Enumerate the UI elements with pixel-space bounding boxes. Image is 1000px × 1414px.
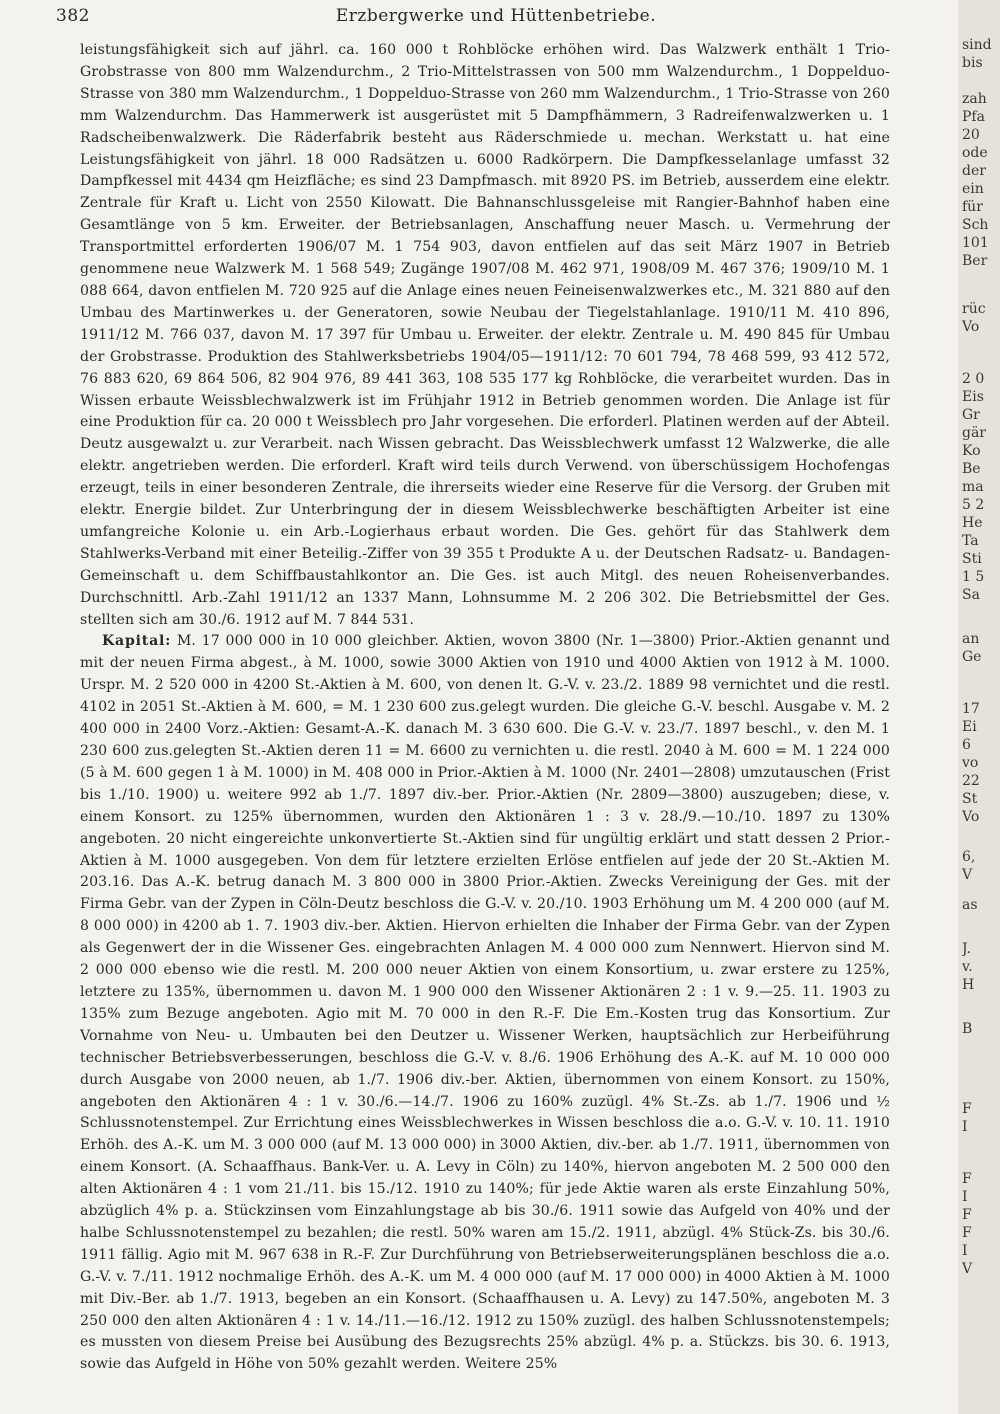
- adjacent-page-line: Ge: [962, 649, 982, 665]
- adjacent-page-line: Eis: [962, 389, 984, 405]
- adjacent-page-line: ma: [962, 479, 984, 495]
- body-text: [80, 40, 890, 1376]
- adjacent-page-line: F: [962, 1101, 972, 1117]
- adjacent-page-line: I: [962, 1243, 968, 1259]
- adjacent-page-line: 6,: [962, 849, 976, 865]
- paragraph-works-description: [80, 40, 890, 631]
- adjacent-page-line: Ko: [962, 443, 981, 459]
- adjacent-page-line: 101: [962, 235, 989, 251]
- adjacent-page-line: für: [962, 199, 983, 215]
- page-number: 382: [56, 6, 90, 26]
- adjacent-page-line: ode: [962, 145, 988, 161]
- adjacent-page-line: 22: [962, 773, 980, 789]
- adjacent-page-line: bis: [962, 55, 983, 71]
- adjacent-page-line: as: [962, 897, 978, 913]
- adjacent-page-line: rüc: [962, 301, 986, 317]
- adjacent-page-line: Ta: [962, 533, 979, 549]
- adjacent-page-line: Gr: [962, 407, 980, 423]
- adjacent-page-line: 2 0: [962, 371, 985, 387]
- adjacent-page-line: Vo: [962, 809, 980, 825]
- adjacent-page-line: ein: [962, 181, 984, 197]
- running-head: [56, 6, 936, 28]
- adjacent-page-line: F: [962, 1207, 972, 1223]
- adjacent-page-line: Ei: [962, 719, 977, 735]
- adjacent-page-line: sind: [962, 37, 992, 53]
- adjacent-page-line: 1 5: [962, 569, 985, 585]
- adjacent-page-line: 17: [962, 701, 980, 717]
- adjacent-page-line: I: [962, 1189, 968, 1205]
- adjacent-page-line: He: [962, 515, 983, 531]
- adjacent-page-line: F: [962, 1171, 972, 1187]
- adjacent-page-line: Vo: [962, 319, 980, 335]
- adjacent-page-line: Be: [962, 461, 981, 477]
- paragraph-capital: [80, 631, 890, 1376]
- adjacent-page-line: I: [962, 1119, 968, 1135]
- adjacent-page-line: vo: [962, 755, 979, 771]
- adjacent-page-line: V: [962, 1261, 973, 1277]
- adjacent-page-line: 20: [962, 127, 980, 143]
- adjacent-page-line: V: [962, 867, 973, 883]
- adjacent-page-line: v.: [962, 959, 973, 975]
- adjacent-page-line: Ber: [962, 253, 988, 269]
- adjacent-page-line: der: [962, 163, 986, 179]
- adjacent-page-line: St: [962, 791, 978, 807]
- adjacent-page-line: Sa: [962, 587, 980, 603]
- adjacent-page-line: Pfa: [962, 109, 985, 125]
- adjacent-page-line: an: [962, 631, 980, 647]
- paragraph-text: leistungsfähigkeit sich auf jährl. ca. 160 000 t Rohblöcke erhöhen wird. Das Walzwerk enthält 1 Trio-Grobstrasse von 800 mm Walzendurchm., 2 Trio-Mittelstrassen von 500 mm Walzendurchm., 1 Doppelduo-Strasse von 380 mm Walzendurchm., 1 Doppelduo-Strasse von 260 mm Walzendurchm., 1 Trio-Strasse von 260 mm Walzendurchm. Das Hammerwerk ist ausgerüstet mit 5 Dampfhämmern, 3 Radreifenwalzwerken u. 1 Radscheibenwalzwerk. Die Räderfabrik besteht aus Räderschmiede u. mechan. Werkstatt u. hat eine Leistungsfähigkeit von jährl. 18 000 Radsätzen u. 6000 Radkörpern. Die Dampfkesselanlage umfasst 32 Dampfkessel mit 4434 qm Heizfläche; es sind 23 Dampfmasch. mit 8920 PS. im Betrieb, ausserdem eine elektr. Zentrale für Kraft u. Licht von 2550 Kilowatt. Die Bahnanschlussgeleise mit Rangier-Bahnhof haben eine Gesamtlänge von 5 km. Erweiter. der Betriebsanlagen, Anschaffung neuer Masch. u. Vermehrung der Transportmittel erforderten 1906/07 M. 1 754 903, davon entfielen auf das seit März 1907 in Betrieb genommene neue Walzwerk M. 1 568 549; Zugänge 1907/08 M. 462 971, 1908/09 M. 467 376; 1909/10 M. 1 088 664, davon entfielen M. 720 925 auf die Anlage eines neuen Feineisenwalzwerkes etc., M. 321 880 auf den Umbau des Martinwerkes u. der Generatoren, sowie Neubau der Tiegelstahlanlage. 1910/11 M. 410 896, 1911/12 M. 766 037, davon M. 17 397 für Umbau u. Erweiter. der elektr. Zentrale u. M. 490 845 für Umbau der Grobstrasse. Produktion des Stahlwerksbetriebs 1904/05—1911/12: 70 601 794, 78 468 599, 93 412 572, 76 883 620, 69 864 506, 82 904 976, 89 441 363, 108 535 177 kg Rohblöcke, die verarbeitet wurden. Das in Wissen erbaute Weissblechwalzwerk ist im Frühjahr 1912 in Betrieb genommen worden. Die Anlage ist für eine Produktion für ca. 20 000 t Weissblech pro Jahr vorgesehen. Die erforderl. Platinen werden auf der Abteil. Deutz ausgewalzt u. zur Verarbeit. nach Wissen gebracht. Das Weissblechwerk umfasst 12 Walzwerke, die alle elektr. angetrieben werden. Die erforderl. Kraft wird teils durch Verwend. von überschüssigem Hochofengas erzeugt, teils in einer besonderen Zentrale, die ihrerseits wieder eine Reserve für die Versorg. der Gruben mit elektr. Energie bildet. Zur Unterbringung der in diesem Weissblechwerke beschäftigten Arbeiter ist eine umfangreiche Kolonie u. ein Arb.-Logierhaus erbaut worden. Die Ges. gehört für das Stahlwerk dem Stahlwerks-Verband mit einer Beteilig.-Ziffer von 39 355 t Produkte A u. der Deutschen Radsatz- u. Bandagen-Gemeinschaft u. dem Schiffbaustahlkontor an. Die Ges. ist auch Mitgl. des neuen Roheisenverbandes. Durchschnittl. Arb.-Zahl 1911/12 an 1337 Mann, Lohnsumme M. 2 206 302. Die Betriebsmittel der Ges. stellten sich am 30./6. 1912 auf M. 7 844 531.: [80, 42, 890, 628]
- adjacent-page-line: B: [962, 1021, 973, 1037]
- adjacent-page-line: Sti: [962, 551, 982, 567]
- adjacent-page-line: zah: [962, 91, 987, 107]
- adjacent-page-line: Sch: [962, 217, 989, 233]
- paragraph-text: M. 17 000 000 in 10 000 gleichber. Aktien, wovon 3800 (Nr. 1—3800) Prior.-Aktien genannt und mit der neuen Firma abgest., à M. 1000, sowie 3000 Aktien von 1910 und 4000 Aktien von 1912 à M. 1000. Urspr. M. 2 520 000 in 4200 St.-Aktien à M. 600, von denen lt. G.-V. v. 23./2. 1889 98 vernichtet und die restl. 4102 in 2051 St.-Aktien à M. 600, = M. 1 230 600 zus.gelegt wurden. Die gleiche G.-V. beschl. Ausgabe v. M. 2 400 000 in 2400 Vorz.-Aktien: Gesamt-A.-K. danach M. 3 630 600. Die G.-V. v. 23./7. 1897 beschl., v. den M. 1 230 600 zus.gelegten St.-Aktien deren 11 = M. 6600 zu vernichten u. die restl. 2040 à M. 600 = M. 1 224 000 (5 à M. 600 gegen 1 à M. 1000) in M. 408 000 in Prior.-Aktien à M. 1000 (Nr. 2401—2808) umzutauschen (Frist bis 1./10. 1900) u. weitere 992 ab 1./7. 1897 div.-ber. Prior.-Aktien (Nr. 2809—3800) auszugeben; diese, v. einem Konsort. zu 125% übernommen, wurden den Aktionären 1 : 3 v. 28./9.—10./10. 1897 zu 130% angeboten. 20 nicht eingereichte unkonvertierte St.-Aktien sind für ungültig erklärt und statt dessen 2 Prior.-Aktien à M. 1000 ausgegeben. Von dem für letztere erzielten Erlöse entfielen auf jede der 20 St.-Aktien M. 203.16. Das A.-K. betrug danach M. 3 800 000 in 3800 Prior.-Aktien. Zwecks Vereinigung der Ges. mit der Firma Gebr. van der Zypen in Cöln-Deutz beschloss die G.-V. v. 20./10. 1903 Erhöhung um M. 4 200 000 (auf M. 8 000 000) in 4200 ab 1. 7. 1903 div.-ber. Aktien. Hiervon erhielten die Inhaber der Firma Gebr. van der Zypen als Gegenwert der in die Wissener Ges. eingebrachten Anlagen M. 4 000 000 zum Nennwert. Hiervon sind M. 2 000 000 ebenso wie die restl. M. 200 000 neuer Aktien von einem Konsortium, u. zwar erstere zu 125%, letztere zu 135%, übernommen u. davon M. 1 900 000 den Wissener Aktionären 2 : 1 v. 9.—25. 11. 1903 zu 135% zum Bezuge angeboten. Agio mit M. 70 000 in den R.-F. Die Em.-Kosten trug das Konsortium. Zur Vornahme von Neu- u. Umbauten bei den Deutzer u. Wissener Werken, hauptsächlich zur Herbeiführung technischer Betriebsverbesserungen, beschloss die G.-V. v. 8./6. 1906 Erhöhung des A.-K. auf M. 10 000 000 durch Ausgabe von 2000 neuen, ab 1./7. 1906 div.-ber. Aktien, übernommen von einem Konsort. zu 150%, angeboten den Aktionären 4 : 1 v. 30./6.—14./7. 1906 zu 160% zuzügl. 4% St.-Zs. ab 1./7. 1906 und ½ Schlussnotenstempel. Zur Errichtung eines Weissblechwerkes in Wissen beschloss die a.o. G.-V. v. 10. 11. 1910 Erhöh. des A.-K. um M. 3 000 000 (auf M. 13 000 000) in 3000 Aktien, div.-ber. ab 1./7. 1911, übernommen von einem Konsort. (A. Schaaffhaus. Bank-Ver. u. A. Levy in Cöln) zu 140%, hiervon angeboten M. 2 500 000 den alten Aktionären 4 : 1 vom 21./11. bis 15./12. 1910 zu 140%; für jede Aktie waren als erste Einzahlung 50%, abzüglich 4% p. a. Stückzinsen vom Einzahlungstage ab bis 30./6. 1911 sowie das Aufgeld von 40% und der halbe Schlussnotenstempel zu bezahlen; die restl. 50% waren am 15./2. 1911, abzügl. 4% Stück-Zs. bis 30./6. 1911 fällig. Agio mit M. 967 638 in R.-F. Zur Durchführung von Betriebserweiterungsplänen beschloss die a.o. G.-V. v. 7./11. 1912 nochmalige Erhöh. des A.-K. um M. 4 000 000 (auf M. 17 000 000) in 4000 Aktien à M. 1000 mit Div.-Ber. ab 1./7. 1913, begeben an ein Konsort. (Schaaffhausen u. A. Levy) zu 147.50%, angeboten M. 3 250 000 den alten Aktionären 4 : 1 v. 14./11.—16./12. 1912 zu 150% zuzügl. des halben Schlussnotenstempels; es mussten von diesem Preise bei Ausübung des Bezugsrechts 25% abzügl. 4% p. a. Stückzs. bis 30. 6. 1913, sowie das Aufgeld in Höhe von 50% gezahlt werden. Weitere 25%: [80, 633, 890, 1373]
- section-keyword-capital: Kapital:: [102, 633, 172, 650]
- adjacent-page-line: gär: [962, 425, 987, 441]
- adjacent-page-line: 6: [962, 737, 971, 753]
- adjacent-page-line: 5 2: [962, 497, 985, 513]
- running-title: Erzbergwerke und Hüttenbetriebe.: [335, 6, 657, 26]
- adjacent-page-line: J.: [962, 941, 971, 957]
- adjacent-page-line: F: [962, 1225, 972, 1241]
- adjacent-page-line: H: [962, 977, 975, 993]
